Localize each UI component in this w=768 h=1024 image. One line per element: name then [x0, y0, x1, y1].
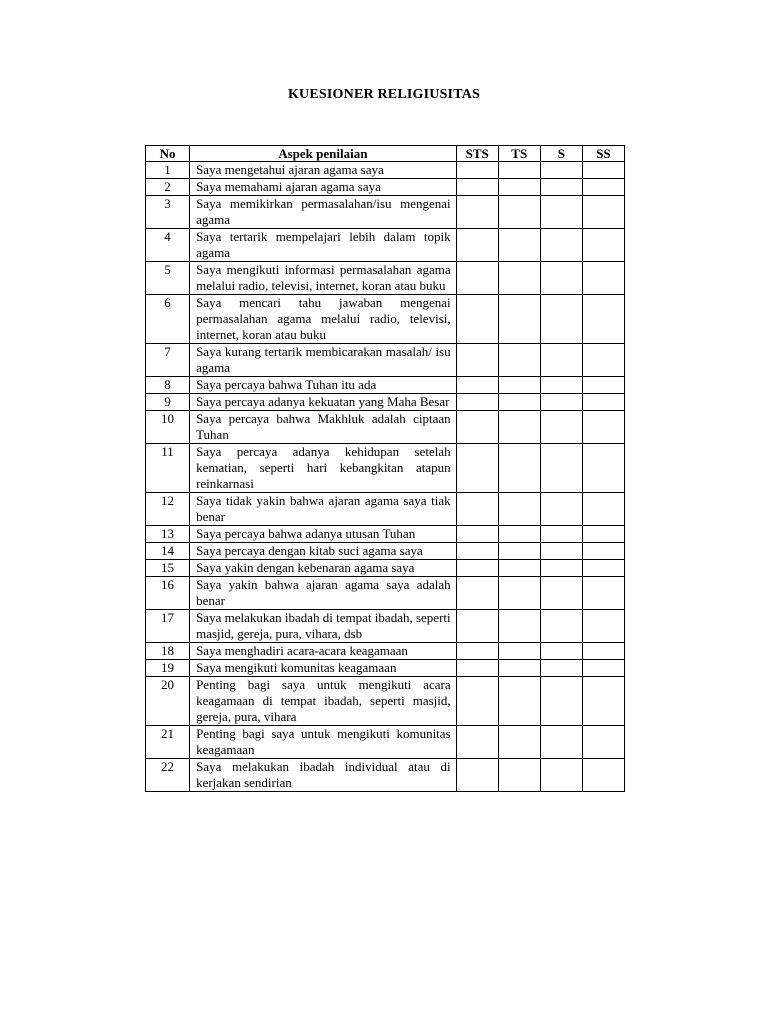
answer-cell-sts[interactable] — [456, 560, 498, 577]
answer-cell-s[interactable] — [540, 295, 582, 344]
statement-text: Saya percaya bahwa Tuhan itu ada — [190, 377, 457, 394]
answer-cell-ss[interactable] — [582, 610, 624, 643]
answer-cell-sts[interactable] — [456, 262, 498, 295]
answer-cell-s[interactable] — [540, 610, 582, 643]
table-row — [146, 660, 625, 677]
answer-cell-sts[interactable] — [456, 344, 498, 377]
answer-cell-ss[interactable] — [582, 444, 624, 493]
answer-cell-ts[interactable] — [498, 229, 540, 262]
table-row — [146, 577, 625, 610]
answer-cell-sts[interactable] — [456, 162, 498, 179]
statement-text: Saya tidak yakin bahwa ajaran agama saya tiak benar — [190, 493, 457, 526]
answer-cell-ss[interactable] — [582, 660, 624, 677]
answer-cell-s[interactable] — [540, 493, 582, 526]
answer-cell-ts[interactable] — [498, 444, 540, 493]
answer-cell-s[interactable] — [540, 411, 582, 444]
answer-cell-sts[interactable] — [456, 377, 498, 394]
statement-text: Saya mencari tahu jawaban mengenai permasalahan agama melalui radio, televisi, internet, koran atau buku — [190, 295, 457, 344]
statement-text: Saya menghadiri acara-acara keagamaan — [190, 643, 457, 660]
answer-cell-s[interactable] — [540, 677, 582, 726]
statement-text: Saya percaya dengan kitab suci agama saya — [190, 543, 457, 560]
answer-cell-sts[interactable] — [456, 229, 498, 262]
answer-cell-ss[interactable] — [582, 643, 624, 660]
answer-cell-sts[interactable] — [456, 196, 498, 229]
header-aspect: Aspek penilaian — [190, 146, 457, 162]
table-row — [146, 229, 625, 262]
row-number: 15 — [146, 560, 190, 577]
header-row — [146, 146, 625, 162]
answer-cell-s[interactable] — [540, 377, 582, 394]
answer-cell-ss[interactable] — [582, 526, 624, 543]
header-s: S — [540, 146, 582, 162]
answer-cell-ss[interactable] — [582, 179, 624, 196]
answer-cell-ts[interactable] — [498, 377, 540, 394]
answer-cell-ss[interactable] — [582, 196, 624, 229]
table-row — [146, 543, 625, 560]
table-row — [146, 411, 625, 444]
statement-text: Saya percaya adanya kehidupan setelah kematian, seperti hari kebangkitan atapun reinkarnasi — [190, 444, 457, 493]
row-number: 8 — [146, 377, 190, 394]
statement-text: Saya melakukan ibadah individual atau di kerjakan sendirian — [190, 759, 457, 792]
answer-cell-s[interactable] — [540, 726, 582, 759]
header-sts: STS — [456, 146, 498, 162]
answer-cell-sts[interactable] — [456, 660, 498, 677]
answer-cell-s[interactable] — [540, 759, 582, 792]
row-number: 17 — [146, 610, 190, 643]
statement-text: Saya mengetahui ajaran agama saya — [190, 162, 457, 179]
statement-text: Saya percaya bahwa adanya utusan Tuhan — [190, 526, 457, 543]
statement-text: Saya melakukan ibadah di tempat ibadah, seperti masjid, gereja, pura, vihara, dsb — [190, 610, 457, 643]
table-row — [146, 677, 625, 726]
row-number: 18 — [146, 643, 190, 660]
answer-cell-ss[interactable] — [582, 377, 624, 394]
statement-text: Saya mengikuti komunitas keagamaan — [190, 660, 457, 677]
answer-cell-sts[interactable] — [456, 610, 498, 643]
answer-cell-ts[interactable] — [498, 344, 540, 377]
answer-cell-sts[interactable] — [456, 526, 498, 543]
header-no: No — [146, 146, 190, 162]
statement-text: Penting bagi saya untuk mengikuti acara keagamaan di tempat ibadah, seperti masjid, gereja, pura, vihara — [190, 677, 457, 726]
answer-cell-ts[interactable] — [498, 526, 540, 543]
statement-text: Saya memikirkan permasalahan/isu mengenai agama — [190, 196, 457, 229]
answer-cell-ts[interactable] — [498, 162, 540, 179]
answer-cell-s[interactable] — [540, 526, 582, 543]
answer-cell-ts[interactable] — [498, 295, 540, 344]
table-row — [146, 377, 625, 394]
table-row — [146, 726, 625, 759]
row-number: 14 — [146, 543, 190, 560]
header-ss: SS — [582, 146, 624, 162]
answer-cell-ts[interactable] — [498, 543, 540, 560]
statement-text: Saya memahami ajaran agama saya — [190, 179, 457, 196]
row-number: 9 — [146, 394, 190, 411]
answer-cell-ts[interactable] — [498, 262, 540, 295]
statement-text: Saya yakin dengan kebenaran agama saya — [190, 560, 457, 577]
answer-cell-sts[interactable] — [456, 444, 498, 493]
statement-text: Saya yakin bahwa ajaran agama saya adalah benar — [190, 577, 457, 610]
answer-cell-sts[interactable] — [456, 394, 498, 411]
row-number: 20 — [146, 677, 190, 726]
answer-cell-ts[interactable] — [498, 196, 540, 229]
table-row — [146, 162, 625, 179]
answer-cell-sts[interactable] — [456, 543, 498, 560]
document-title: KUESIONER RELIGIUSITAS — [287, 87, 481, 102]
answer-cell-sts[interactable] — [456, 677, 498, 726]
answer-cell-s[interactable] — [540, 560, 582, 577]
answer-cell-ss[interactable] — [582, 560, 624, 577]
answer-cell-ts[interactable] — [498, 493, 540, 526]
answer-cell-ss[interactable] — [582, 262, 624, 295]
answer-cell-ss[interactable] — [582, 411, 624, 444]
table-row — [146, 295, 625, 344]
table-row — [146, 394, 625, 411]
row-number: 13 — [146, 526, 190, 543]
table-row — [146, 344, 625, 377]
answer-cell-s[interactable] — [540, 643, 582, 660]
row-number: 12 — [146, 493, 190, 526]
statement-text: Saya tertarik mempelajari lebih dalam topik agama — [190, 229, 457, 262]
row-number: 6 — [146, 295, 190, 344]
answer-cell-ss[interactable] — [582, 162, 624, 179]
answer-cell-ss[interactable] — [582, 344, 624, 377]
answer-cell-ts[interactable] — [498, 411, 540, 444]
row-number: 21 — [146, 726, 190, 759]
answer-cell-ss[interactable] — [582, 726, 624, 759]
answer-cell-ts[interactable] — [498, 677, 540, 726]
answer-cell-sts[interactable] — [456, 493, 498, 526]
answer-cell-s[interactable] — [540, 660, 582, 677]
answer-cell-ts[interactable] — [498, 726, 540, 759]
answer-cell-s[interactable] — [540, 196, 582, 229]
table-row — [146, 610, 625, 643]
answer-cell-sts[interactable] — [456, 577, 498, 610]
answer-cell-ts[interactable] — [498, 394, 540, 411]
answer-cell-s[interactable] — [540, 262, 582, 295]
table-row — [146, 560, 625, 577]
statement-text: Saya kurang tertarik membicarakan masalah/ isu agama — [190, 344, 457, 377]
answer-cell-sts[interactable] — [456, 179, 498, 196]
answer-cell-s[interactable] — [540, 444, 582, 493]
answer-cell-s[interactable] — [540, 543, 582, 560]
answer-cell-s[interactable] — [540, 344, 582, 377]
answer-cell-ss[interactable] — [582, 295, 624, 344]
answer-cell-ts[interactable] — [498, 610, 540, 643]
answer-cell-ss[interactable] — [582, 577, 624, 610]
table-row — [146, 526, 625, 543]
answer-cell-s[interactable] — [540, 229, 582, 262]
row-number: 19 — [146, 660, 190, 677]
answer-cell-sts[interactable] — [456, 295, 498, 344]
header-ts: TS — [498, 146, 540, 162]
row-number: 22 — [146, 759, 190, 792]
questionnaire-body — [146, 162, 625, 792]
table-row — [146, 444, 625, 493]
statement-text: Saya mengikuti informasi permasalahan agama melalui radio, televisi, internet, koran atau buku — [190, 262, 457, 295]
row-number: 5 — [146, 262, 190, 295]
row-number: 4 — [146, 229, 190, 262]
answer-cell-ss[interactable] — [582, 229, 624, 262]
table-row — [146, 262, 625, 295]
row-number: 16 — [146, 577, 190, 610]
answer-cell-s[interactable] — [540, 577, 582, 610]
statement-text: Saya percaya bahwa Makhluk adalah ciptaan Tuhan — [190, 411, 457, 444]
answer-cell-ts[interactable] — [498, 643, 540, 660]
answer-cell-sts[interactable] — [456, 759, 498, 792]
answer-cell-ts[interactable] — [498, 179, 540, 196]
answer-cell-ss[interactable] — [582, 394, 624, 411]
answer-cell-ss[interactable] — [582, 493, 624, 526]
row-number: 2 — [146, 179, 190, 196]
answer-cell-ss[interactable] — [582, 677, 624, 726]
answer-cell-ts[interactable] — [498, 577, 540, 610]
table-row — [146, 179, 625, 196]
row-number: 1 — [146, 162, 190, 179]
row-number: 3 — [146, 196, 190, 229]
answer-cell-ss[interactable] — [582, 759, 624, 792]
answer-cell-sts[interactable] — [456, 643, 498, 660]
questionnaire-table — [145, 145, 625, 792]
answer-cell-s[interactable] — [540, 394, 582, 411]
answer-cell-ss[interactable] — [582, 543, 624, 560]
answer-cell-ts[interactable] — [498, 660, 540, 677]
table-row — [146, 643, 625, 660]
table-row — [146, 493, 625, 526]
statement-text: Penting bagi saya untuk mengikuti komunitas keagamaan — [190, 726, 457, 759]
answer-cell-s[interactable] — [540, 179, 582, 196]
answer-cell-ts[interactable] — [498, 759, 540, 792]
row-number: 7 — [146, 344, 190, 377]
table-row — [146, 759, 625, 792]
row-number: 10 — [146, 411, 190, 444]
answer-cell-sts[interactable] — [456, 411, 498, 444]
row-number: 11 — [146, 444, 190, 493]
answer-cell-s[interactable] — [540, 162, 582, 179]
answer-cell-sts[interactable] — [456, 726, 498, 759]
answer-cell-ts[interactable] — [498, 560, 540, 577]
table-row — [146, 196, 625, 229]
statement-text: Saya percaya adanya kekuatan yang Maha Besar — [190, 394, 457, 411]
